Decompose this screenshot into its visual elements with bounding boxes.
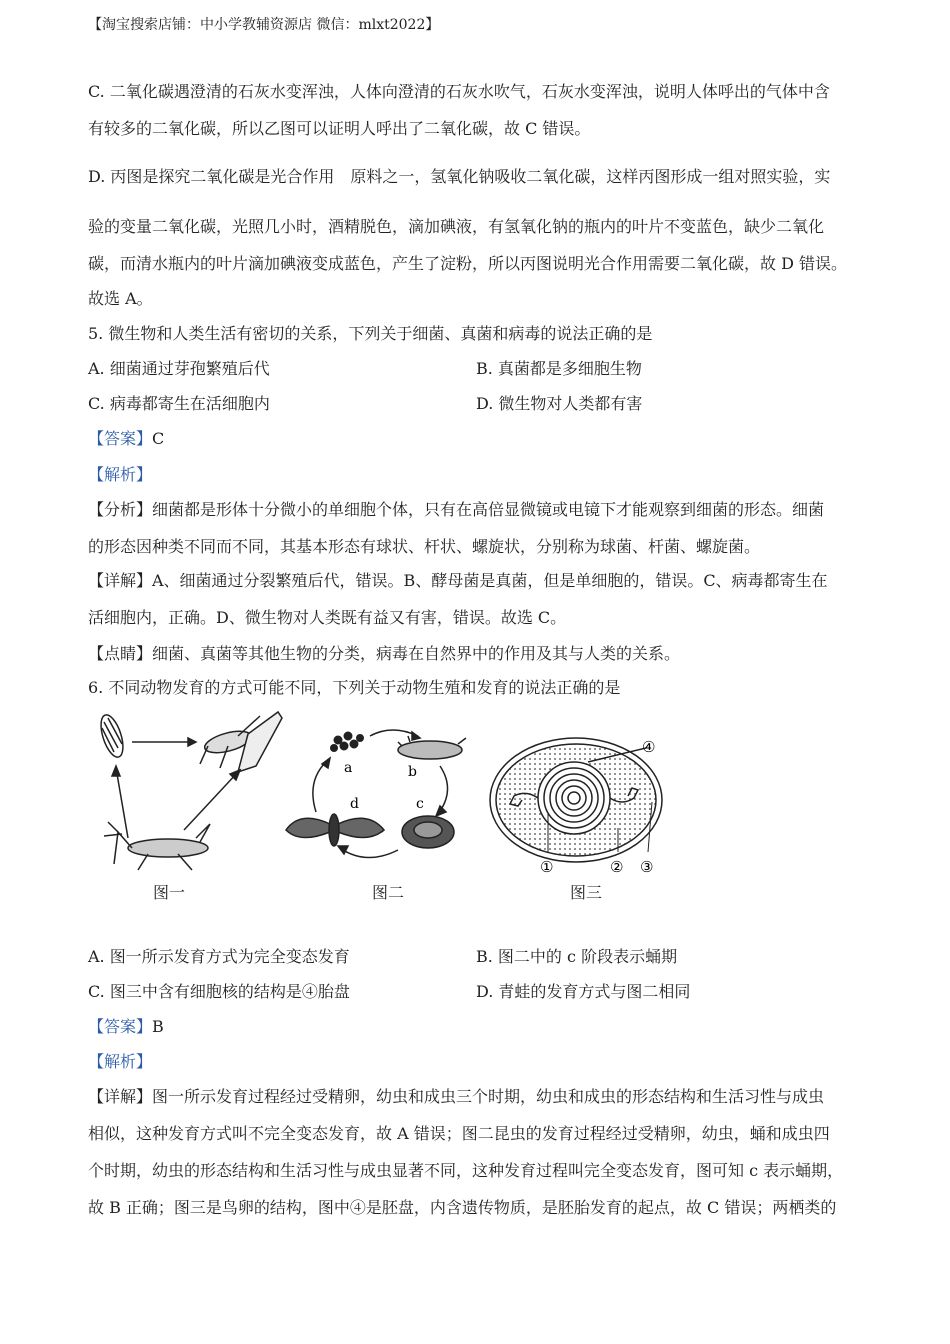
fig2-label-a: a — [344, 760, 353, 776]
answer-value: C — [152, 429, 165, 448]
q5-analysis-tag: 【解析】 — [88, 465, 153, 484]
figure-three-caption: 图三 — [570, 883, 603, 902]
figure-two-caption: 图二 — [372, 883, 405, 902]
paragraph-line: 活细胞内，正确。D、微生物对人类既有益又有害，错误。故选 C。 — [88, 608, 567, 627]
paragraph-line: 【详解】图一所示发育过程经过受精卵，幼虫和成虫三个时期，幼虫和成虫的形态结构和生活习性与成虫 — [88, 1087, 825, 1106]
paragraph-line: 验的变量二氧化碳，光照几小时，酒精脱色，滴加碘液，有氢氧化钠的瓶内的叶片不变蓝色，缺少二氧化 — [88, 217, 825, 236]
paragraph-line: 碳，而清水瓶内的叶片滴加碘液变成蓝色，产生了淀粉，所以丙图说明光合作用需要二氧化碳，故 D 错误。 — [88, 254, 848, 273]
paragraph-line: 【点睛】细菌、真菌等其他生物的分类，病毒在自然界中的作用及其与人类的关系。 — [88, 644, 681, 663]
q5-option-d: D. 微生物对人类都有害 — [476, 394, 643, 413]
page-header: 【淘宝搜索店铺：中小学教辅资源店 微信：mlxt2022】 — [88, 17, 440, 33]
question-5-stem: 5. 微生物和人类生活有密切的关系，下列关于细菌、真菌和病毒的说法正确的是 — [88, 324, 653, 343]
paragraph-line: 故 B 正确；图三是鸟卵的结构，图中④是胚盘，内含遗传物质，是胚胎发育的起点，故 C 错误；两栖类的 — [88, 1198, 837, 1217]
paragraph-line: 个时期，幼虫的形态结构和生活习性与成虫显著不同，这种发育过程叫完全变态发育，图可知 c 表示蛹期， — [88, 1161, 844, 1180]
paragraph-line: 【分析】细菌都是形体十分微小的单细胞个体，只有在高倍显微镜或电镜下才能观察到细菌的形态。细菌 — [88, 500, 825, 519]
q6-analysis-tag: 【解析】 — [88, 1052, 153, 1071]
figure-one-grasshopper-diagram — [88, 706, 288, 876]
q5-option-b: B. 真菌都是多细胞生物 — [476, 359, 642, 378]
fig3-label-1: ① — [540, 858, 554, 876]
q5-option-c: C. 病毒都寄生在活细胞内 — [88, 394, 270, 413]
paragraph-line: C. 二氧化碳遇澄清的石灰水变浑浊，人体向澄清的石灰水吹气，石灰水变浑浊，说明人体呼出的气体中含 — [88, 82, 830, 101]
answer-tag: 【答案】 — [88, 1017, 153, 1036]
figure-two-silkworm-cycle-diagram — [280, 720, 470, 870]
paragraph-line: D. 丙图是探究二氧化碳是光合作用 原料之一，氢氧化钠吸收二氧化碳，这样丙图形成一组对照实验，实 — [88, 167, 831, 186]
q5-option-a: A. 细菌通过芽孢繁殖后代 — [88, 359, 270, 378]
answer-value: B — [152, 1017, 164, 1036]
q6-option-c: C. 图三中含有细胞核的结构是④胎盘 — [88, 982, 350, 1001]
q6-option-b: B. 图二中的 c 阶段表示蛹期 — [476, 947, 678, 966]
question-6-stem: 6. 不同动物发育的方式可能不同，下列关于动物生殖和发育的说法正确的是 — [88, 678, 621, 697]
paragraph-line: 相似，这种发育方式叫不完全变态发育，故 A 错误；图二昆虫的发育过程经过受精卵，幼虫，蛹和成虫四 — [88, 1124, 830, 1143]
fig3-label-3: ③ — [640, 858, 654, 876]
figure-three-bird-egg-diagram — [488, 732, 688, 882]
paragraph-line: 【详解】A、细菌通过分裂繁殖后代，错误。B、酵母菌是真菌，但是单细胞的，错误。C、病毒都寄生在 — [88, 571, 828, 590]
fig2-label-b: b — [408, 764, 417, 780]
q6-option-a: A. 图一所示发育方式为完全变态发育 — [88, 947, 350, 966]
paragraph-line: 有较多的二氧化碳，所以乙图可以证明人呼出了二氧化碳，故 C 错误。 — [88, 119, 591, 138]
fig2-label-c: c — [416, 796, 424, 812]
q6-answer — [88, 1016, 164, 1038]
q5-answer — [88, 428, 164, 450]
answer-tag: 【答案】 — [88, 429, 153, 448]
paragraph-line: 故选 A。 — [88, 289, 153, 308]
fig3-label-4: ④ — [642, 738, 656, 756]
fig3-label-2: ② — [610, 858, 624, 876]
q6-option-d: D. 青蛙的发育方式与图二相同 — [476, 982, 691, 1001]
fig2-label-d: d — [350, 796, 359, 812]
figure-one-caption: 图一 — [153, 883, 186, 902]
paragraph-line: 的形态因种类不同而不同，其基本形态有球状、杆状、螺旋状，分别称为球菌、杆菌、螺旋菌。 — [88, 537, 761, 556]
